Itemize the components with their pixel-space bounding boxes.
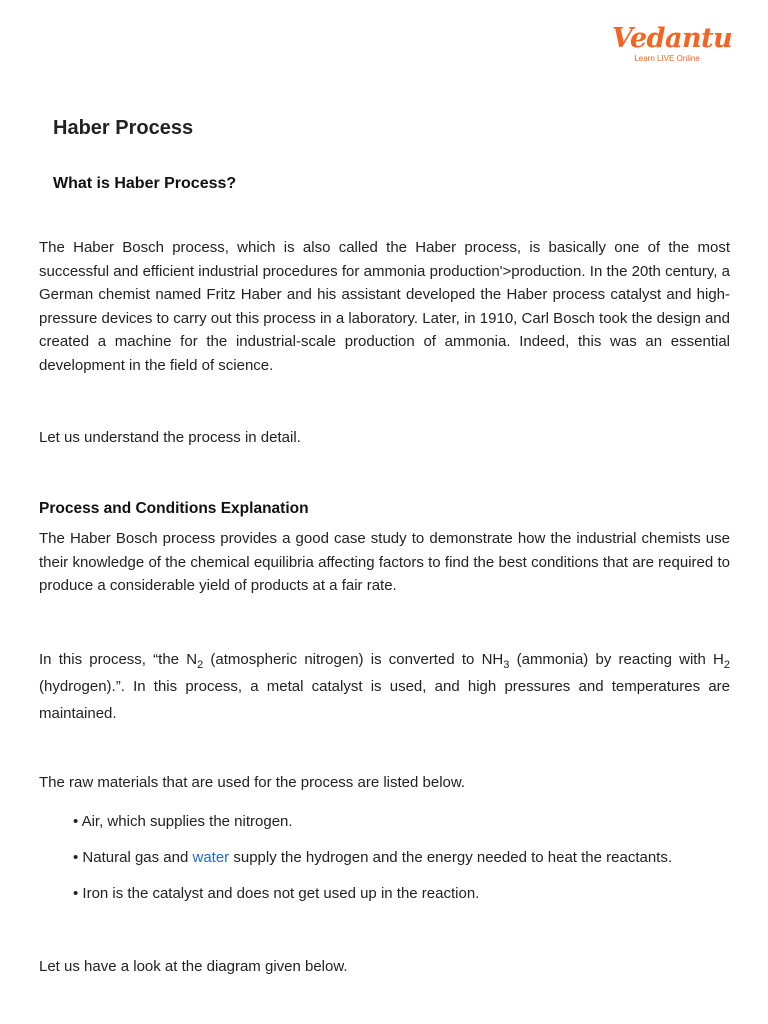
diagram-line: Let us have a look at the diagram given below.	[39, 958, 348, 975]
detail-line: Let us understand the process in detail.	[39, 429, 301, 446]
bullet-gas-pre: • Natural gas and	[73, 849, 193, 866]
nh3-subscript: 3	[503, 659, 510, 671]
reaction-text-1: In this process, “the N	[39, 651, 198, 668]
list-item	[73, 811, 672, 847]
reaction-text-3: (ammonia) by reacting with H	[509, 651, 724, 668]
reaction-paragraph	[39, 646, 730, 727]
raw-materials-list	[73, 811, 672, 919]
logo-tagline: Learn LIVE Online	[634, 54, 700, 63]
vedantu-logo	[612, 22, 733, 63]
h2-subscript: 2	[723, 659, 730, 671]
reaction-text-2: (atmospheric nitrogen) is converted to NH	[203, 651, 504, 668]
bullet-air: • Air, which supplies the nitrogen.	[73, 813, 293, 830]
reaction-text-4: (hydrogen).”. In this process, a metal catalyst is used, and high pressures and temperatures are maintained.	[39, 678, 730, 722]
n2-subscript: 2	[197, 659, 204, 671]
water-link[interactable]: water	[192, 849, 230, 866]
raw-materials-intro: The raw materials that are used for the process are listed below.	[39, 774, 466, 791]
section-heading: What is Haber Process?	[53, 175, 237, 192]
list-item	[73, 883, 672, 919]
process-heading: Process and Conditions Explanation	[39, 500, 309, 517]
logo-wordmark: Vedantu	[612, 23, 733, 54]
process-paragraph: The Haber Bosch process provides a good case study to demonstrate how the industrial chemists use their knowledge of the chemical equilibria affecting factors to find the best conditions that are required to produce a considerable yield of products at a fair rate.	[39, 530, 730, 594]
bullet-gas-post: supply the hydrogen and the energy needed to heat the reactants.	[229, 849, 673, 866]
bullet-iron: • Iron is the catalyst and does not get used up in the reaction.	[73, 885, 480, 902]
page-title: Haber Process	[53, 117, 194, 139]
intro-paragraph: The Haber Bosch process, which is also called the Haber process, is basically one of the most successful and efficient industrial procedures for ammonia production'>production. In the 20th century, a German chemist named Fritz Haber and his assistant developed the Haber process catalyst and high-pressure devices to carry out this process in a laboratory. Later, in 1910, Carl Bosch took the design and created a machine for the industrial-scale production of ammonia. Indeed, this was an essential development in the field of science.	[39, 239, 730, 374]
list-item	[73, 847, 672, 883]
